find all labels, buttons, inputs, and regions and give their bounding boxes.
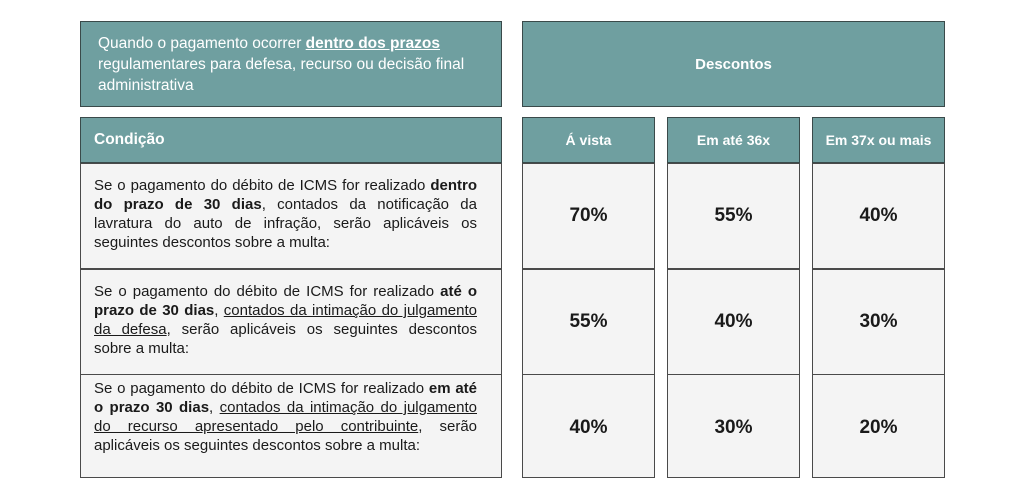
condicao-label: Condição	[94, 131, 165, 148]
condition-text: Se o pagamento do débito de ICMS for realizado	[94, 283, 441, 300]
condition-bold: dentro do prazo de 30 dias	[94, 177, 477, 213]
discount-value: 40%	[569, 417, 608, 438]
discount-value: 40%	[714, 311, 753, 332]
intro-text: Quando o pagamento ocorrer	[98, 35, 306, 52]
discount-cell	[522, 163, 655, 269]
condition-text: ,	[214, 302, 224, 319]
condition-text: ,	[209, 399, 220, 416]
discount-cell	[812, 163, 945, 269]
discount-value: 70%	[569, 205, 608, 226]
discount-value: 30%	[859, 311, 898, 332]
condition-text: Se o pagamento do débito de ICMS for realizado	[94, 177, 431, 194]
descontos-label: Descontos	[695, 55, 772, 73]
discount-value: 55%	[569, 311, 608, 332]
discount-cell	[667, 269, 800, 375]
condition-underline: contados da intimação do julgamento da defesa	[94, 302, 477, 338]
condition-text: , serão aplicáveis os seguintes descontos sobre a multa:	[94, 321, 478, 357]
condition-bold: até o prazo de 30 dias	[94, 283, 477, 319]
condition-row-3	[80, 374, 502, 478]
condition-text: Se o pagamento do débito de ICMS for realizado	[94, 380, 429, 397]
discount-cell	[812, 374, 945, 478]
discount-value: 40%	[859, 205, 898, 226]
col-header-36x	[667, 117, 800, 163]
condicao-header	[80, 117, 502, 163]
discount-value: 55%	[714, 205, 753, 226]
discount-value: 30%	[714, 417, 753, 438]
col-header-a-vista	[522, 117, 655, 163]
intro-highlight: dentro dos prazos	[305, 35, 441, 52]
col-b-label: Em até 36x	[696, 132, 771, 148]
intro-text-end: regulamentares para defesa, recurso ou decisão final administrativa	[98, 56, 465, 94]
condition-bold: em até o prazo 30 dias	[94, 380, 477, 416]
discount-cell	[522, 374, 655, 478]
condition-underline: contados da intimação do julgamento do recurso apresentado pelo contribuinte	[94, 399, 477, 435]
discount-cell	[667, 374, 800, 478]
col-c-label: Em 37x ou mais	[825, 132, 932, 148]
condition-text: , serão aplicáveis os seguintes descontos sobre a multa:	[94, 418, 477, 454]
col-a-label: Á vista	[565, 132, 612, 148]
col-header-37x	[812, 117, 945, 163]
intro-box	[80, 21, 502, 107]
descontos-header	[522, 21, 945, 107]
discount-cell	[812, 269, 945, 375]
condition-row-1	[80, 163, 502, 269]
condition-text: , contados da notificação da lavratura do auto de infração, serão aplicáveis os seguintes descontos sobre a multa:	[94, 196, 477, 251]
discount-value: 20%	[859, 417, 898, 438]
discount-cell	[522, 269, 655, 375]
condition-row-2	[80, 269, 502, 375]
discount-cell	[667, 163, 800, 269]
